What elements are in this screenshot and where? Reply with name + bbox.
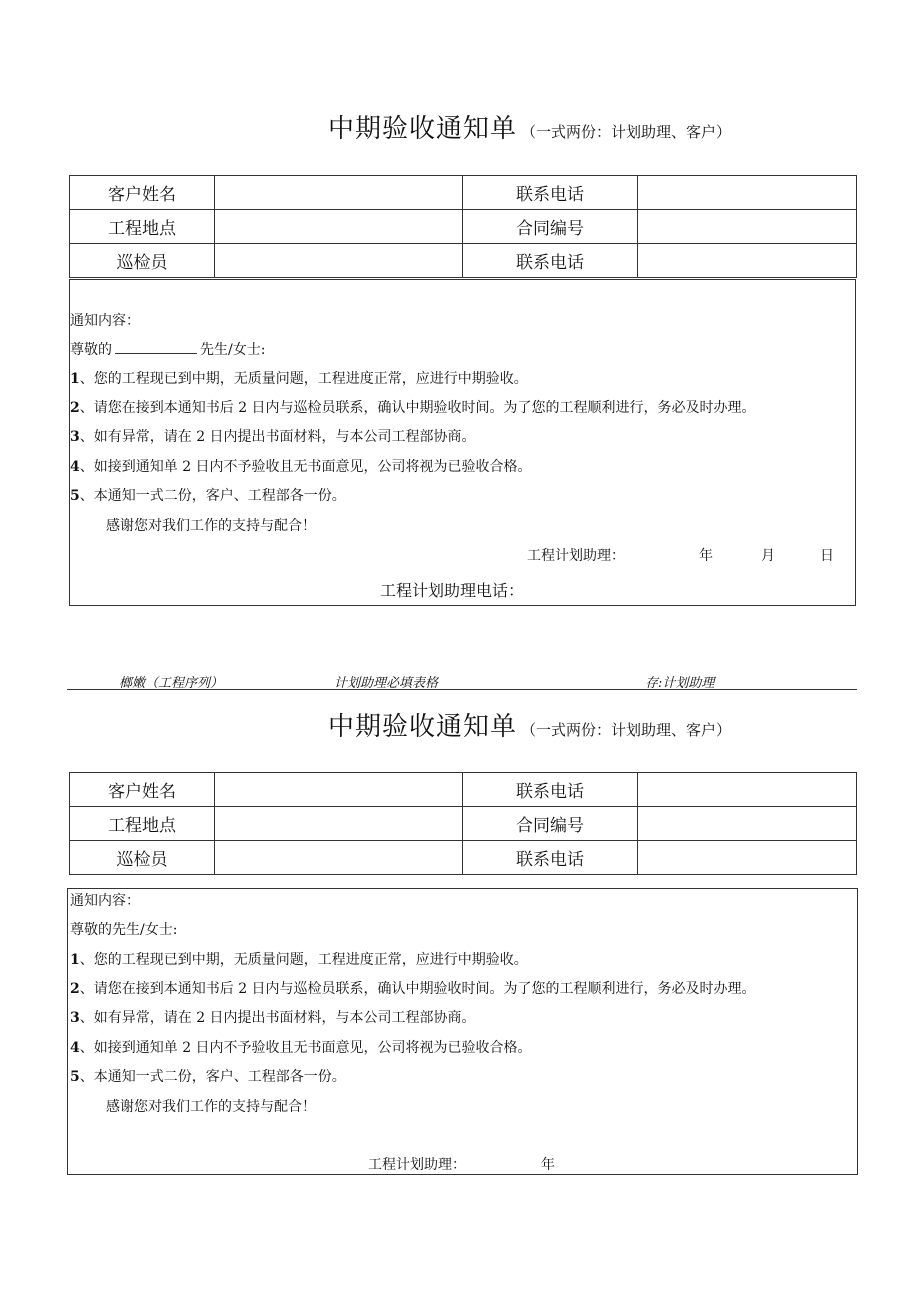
project-location-field[interactable] [215, 210, 463, 244]
form1-item-5 [70, 485, 346, 505]
inspector-field[interactable] [215, 244, 463, 278]
contact-phone-label: 联系电话 [463, 773, 638, 807]
contact-phone-field[interactable] [638, 176, 857, 210]
form1-item-2 [70, 397, 756, 417]
item-text: 、本通知一式二份，客户、工程部各一份。 [79, 1069, 346, 1085]
section-divider [67, 689, 857, 690]
form1-assistant-label: 工程计划助理： [527, 548, 625, 564]
item-number: 4 [70, 459, 80, 475]
form1-title [328, 108, 731, 145]
form1-item-1 [70, 368, 528, 388]
footer-left-note: 榔嫩（工程序列） [119, 676, 224, 691]
greeting-prefix: 尊敬的 [70, 342, 112, 358]
item-text: 、本通知一式二份，客户、工程部各一份。 [79, 488, 346, 504]
form2-notice-box [67, 888, 858, 1175]
form2-notice-heading: 通知内容： [70, 893, 140, 909]
item-number: 4 [70, 1040, 80, 1056]
item-number: 3 [70, 1010, 80, 1026]
form2-year-label: 年 [541, 1157, 555, 1173]
inspector-phone-label: 联系电话 [463, 244, 638, 278]
form2-info-table [69, 772, 857, 875]
item-number: 5 [70, 488, 80, 504]
inspector-phone-field[interactable] [638, 841, 857, 875]
form1-notice-heading: 通知内容： [70, 313, 140, 329]
table-row [70, 244, 857, 278]
table-row [70, 807, 857, 841]
customer-name-label: 客户姓名 [70, 773, 215, 807]
customer-name-label: 客户姓名 [70, 176, 215, 210]
item-number: 1 [70, 371, 80, 387]
item-text: 、如有异常，请在 2 日内提出书面材料，与本公司工程部协商。 [79, 1010, 476, 1026]
form2-item-3 [70, 1007, 476, 1027]
item-number: 1 [70, 952, 80, 968]
table-row [70, 210, 857, 244]
form2-title-subtitle: （一式两份：计划助理、客户） [521, 721, 732, 739]
customer-name-field[interactable] [215, 176, 463, 210]
form2-item-4 [70, 1037, 532, 1057]
inspector-label: 巡检员 [70, 841, 215, 875]
item-number: 3 [70, 429, 80, 445]
form1-title-subtitle: （一式两份：计划助理、客户） [521, 123, 732, 141]
form2-title-main: 中期验收通知单 [328, 712, 518, 742]
table-row [70, 773, 857, 807]
form2-item-2 [70, 978, 756, 998]
form1-greeting [70, 339, 265, 359]
form1-title-main: 中期验收通知单 [328, 114, 518, 144]
name-blank[interactable] [115, 339, 197, 354]
contract-number-field[interactable] [638, 807, 857, 841]
contract-number-label: 合同编号 [463, 807, 638, 841]
footer-middle-note: 计划助理必填表格 [334, 676, 439, 691]
form1-phone-label: 工程计划助理电话： [380, 581, 525, 600]
form2-item-1 [70, 949, 528, 969]
inspector-field[interactable] [215, 841, 463, 875]
inspector-phone-label: 联系电话 [463, 841, 638, 875]
form1-year-label: 年 [699, 548, 713, 564]
greeting-suffix: 先生/女士: [200, 342, 266, 358]
customer-name-field[interactable] [215, 773, 463, 807]
form1-info-table [69, 175, 857, 278]
table-row [70, 841, 857, 875]
footer-right-note: 存:计划助理 [645, 676, 715, 691]
item-text: 、您的工程现已到中期，无质量问题，工程进度正常，应进行中期验收。 [79, 371, 528, 387]
project-location-label: 工程地点 [70, 807, 215, 841]
item-number: 5 [70, 1069, 80, 1085]
item-text: 、如有异常，请在 2 日内提出书面材料，与本公司工程部协商。 [79, 429, 476, 445]
inspector-phone-field[interactable] [638, 244, 857, 278]
form2-assistant-label: 工程计划助理： [368, 1157, 466, 1173]
form2-thanks: 感谢您对我们工作的支持与配合！ [106, 1099, 316, 1115]
item-text: 、您的工程现已到中期，无质量问题，工程进度正常，应进行中期验收。 [79, 952, 528, 968]
item-text: 、请您在接到本通知书后 2 日内与巡检员联系，确认中期验收时间。为了您的工程顺利进行，务必及时办理。 [79, 981, 756, 997]
item-text: 、如接到通知单 2 日内不予验收且无书面意见，公司将视为已验收合格。 [79, 1040, 532, 1056]
form2-item-5 [70, 1066, 346, 1086]
contract-number-label: 合同编号 [463, 210, 638, 244]
form1-item-4 [70, 456, 532, 476]
form1-thanks: 感谢您对我们工作的支持与配合！ [106, 518, 316, 534]
form1-item-3 [70, 426, 476, 446]
form2-greeting: 尊敬的先生/女士: [70, 922, 178, 938]
form1-day-label: 日 [820, 548, 834, 564]
item-number: 2 [70, 981, 80, 997]
item-text: 、如接到通知单 2 日内不予验收且无书面意见，公司将视为已验收合格。 [79, 459, 532, 475]
item-number: 2 [70, 400, 80, 416]
inspector-label: 巡检员 [70, 244, 215, 278]
form2-title [328, 706, 731, 743]
project-location-field[interactable] [215, 807, 463, 841]
contact-phone-field[interactable] [638, 773, 857, 807]
project-location-label: 工程地点 [70, 210, 215, 244]
contract-number-field[interactable] [638, 210, 857, 244]
table-row [70, 176, 857, 210]
item-text: 、请您在接到本通知书后 2 日内与巡检员联系，确认中期验收时间。为了您的工程顺利进行，务必及时办理。 [79, 400, 756, 416]
contact-phone-label: 联系电话 [463, 176, 638, 210]
form1-month-label: 月 [761, 548, 775, 564]
